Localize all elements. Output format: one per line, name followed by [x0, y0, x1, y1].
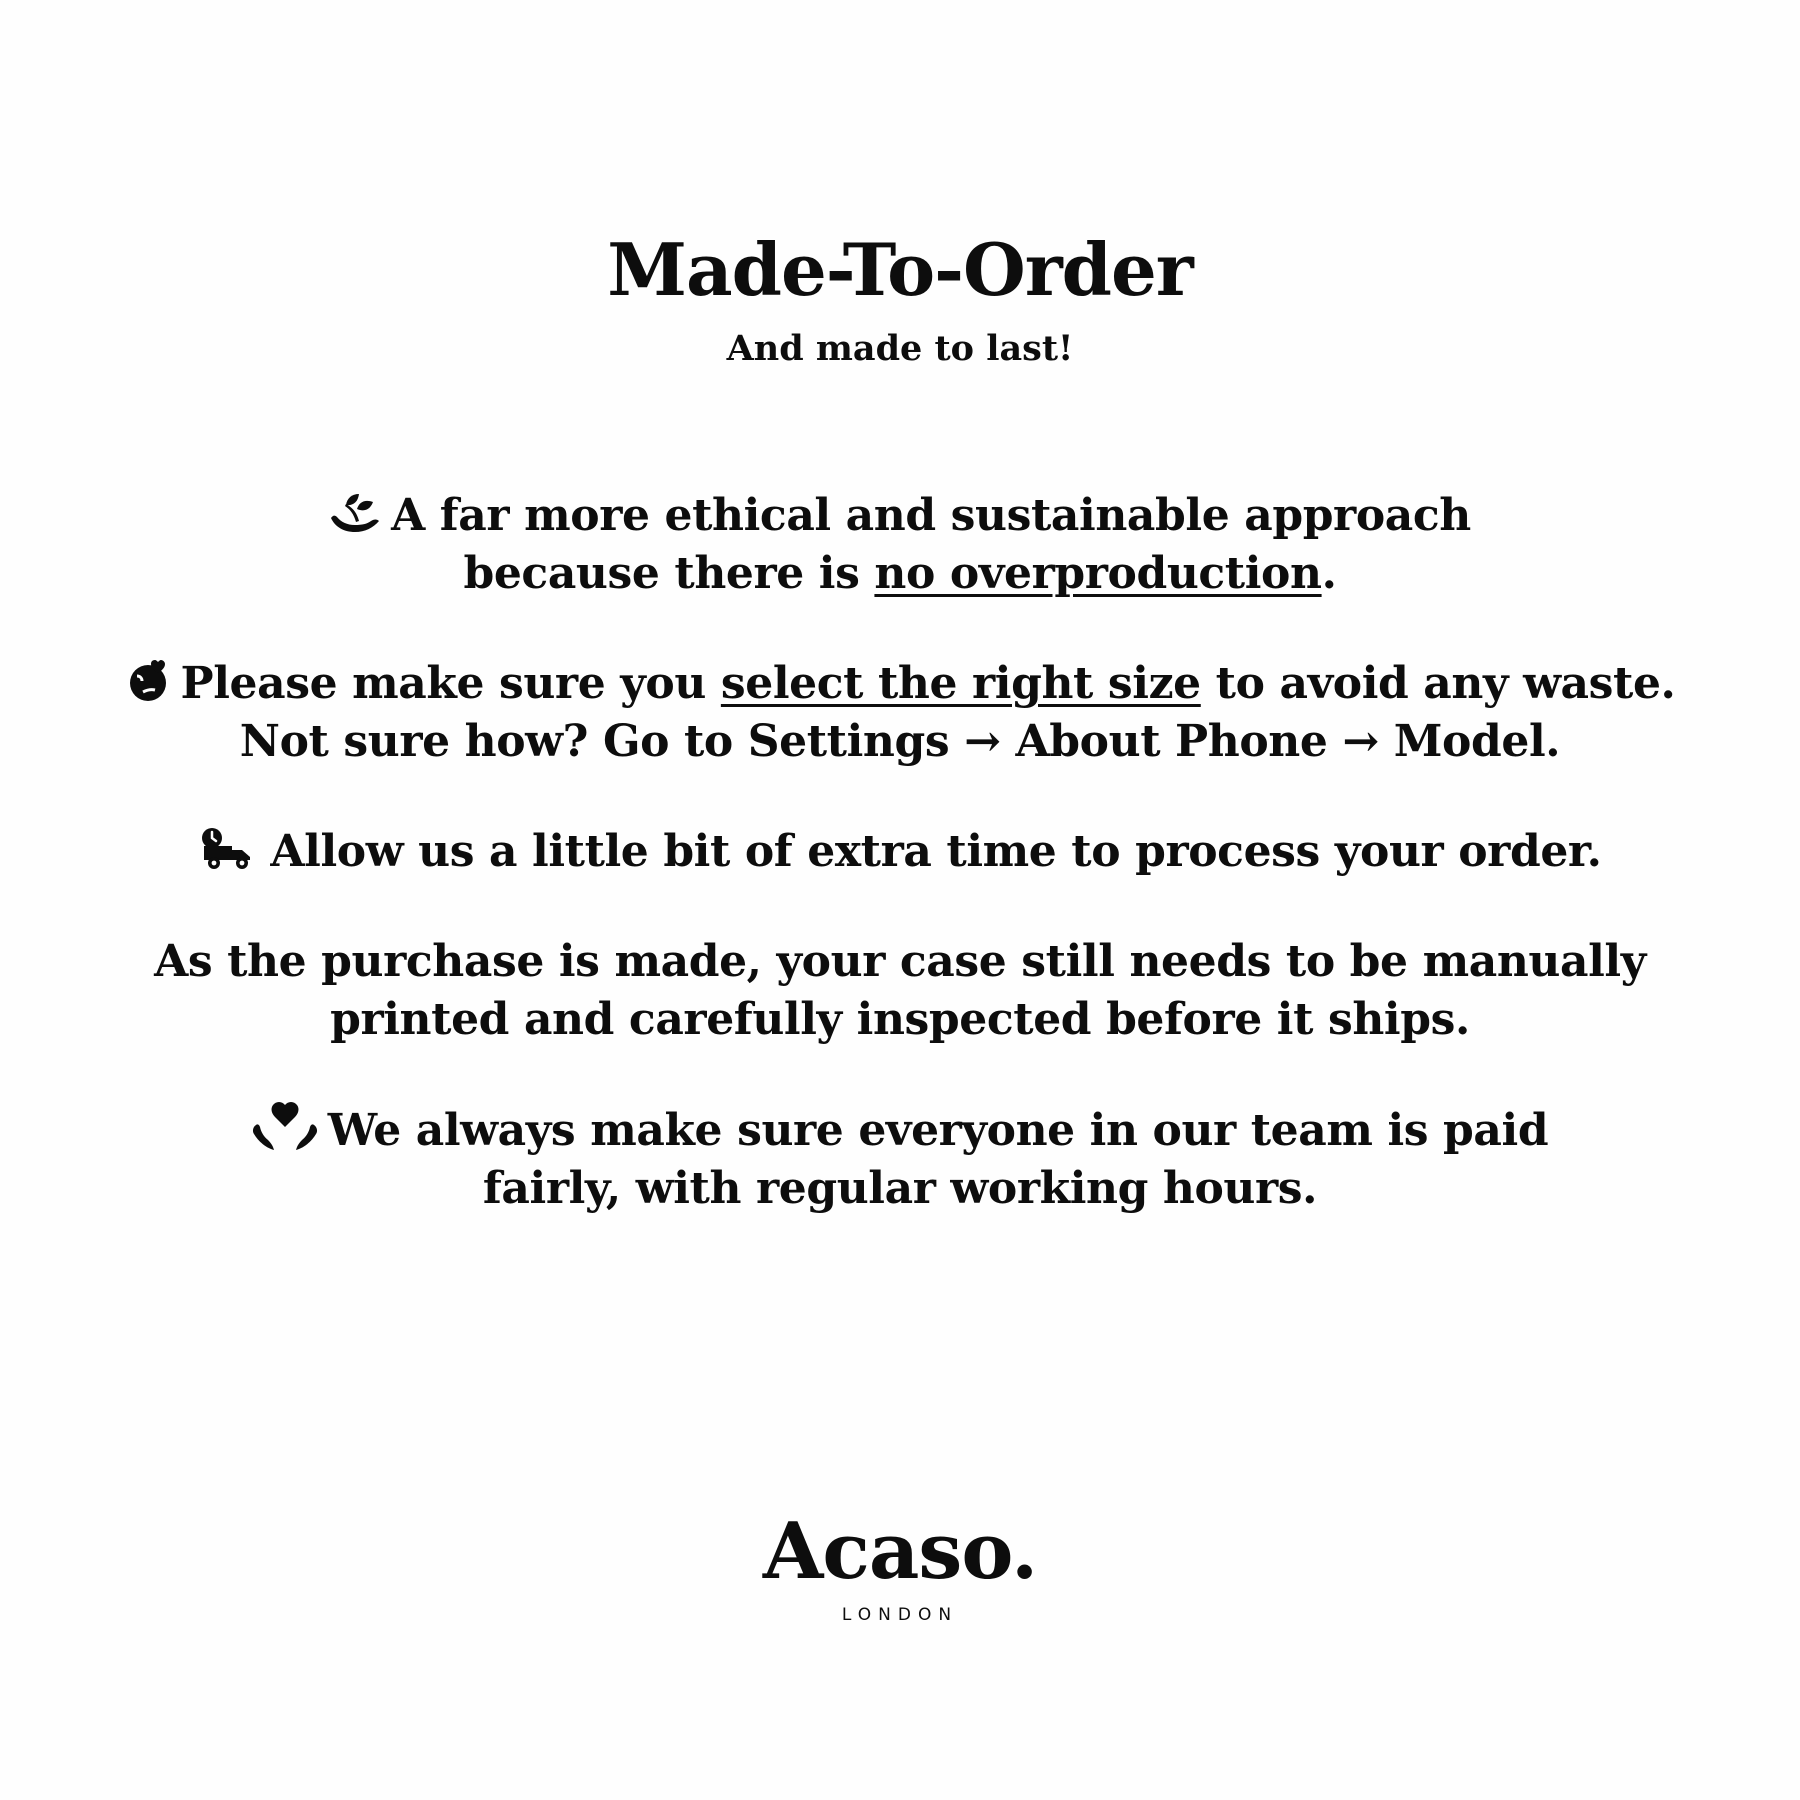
list-item-line-1-underlined: select the right size — [720, 657, 1201, 709]
list-item-line-1: As the purchase is made, your case still needs to be manually — [154, 935, 1646, 987]
plant-in-hand-icon — [329, 490, 381, 536]
list-item-line-2: fairly, with regular working hours. — [482, 1163, 1318, 1215]
list-item — [110, 933, 1690, 1049]
list-item-line-1: A far more ethical and sustainable approach — [391, 489, 1471, 541]
list-item-line-1: Allow us a little bit of extra time to process your order. — [270, 825, 1602, 877]
list-item-line-1-pre: Please make sure you — [180, 657, 721, 709]
list-item — [110, 1101, 1690, 1218]
list-item-line-2-post: . — [1321, 547, 1337, 599]
list-item-line-2: printed and carefully inspected before it ships. — [330, 994, 1470, 1046]
brand-footer — [762, 1506, 1038, 1625]
delivery-clock-icon — [198, 826, 260, 872]
list-item-line-1: We always make sure everyone in our team is paid — [327, 1105, 1549, 1157]
list-item-line-2-underlined: no overproduction — [874, 547, 1322, 599]
brand-location: LONDON — [841, 1605, 959, 1625]
brand-logo: Acaso. — [762, 1506, 1038, 1597]
list-item-line-1-post: to avoid any waste. — [1200, 657, 1676, 709]
phone-heart-icon — [125, 658, 171, 704]
header — [110, 227, 1690, 369]
list-item — [110, 823, 1690, 881]
heart-in-hands-icon — [252, 1101, 318, 1151]
list-item-line-2-pre: because there is — [463, 547, 875, 599]
list-item-line-2: Not sure how? Go to Settings → About Phone → Model. — [239, 715, 1561, 767]
list-item — [110, 487, 1690, 603]
page-title: Made-To-Order — [607, 227, 1193, 312]
page-subtitle: And made to last! — [726, 327, 1074, 369]
list-item — [110, 655, 1690, 771]
benefits-list — [110, 487, 1690, 1219]
